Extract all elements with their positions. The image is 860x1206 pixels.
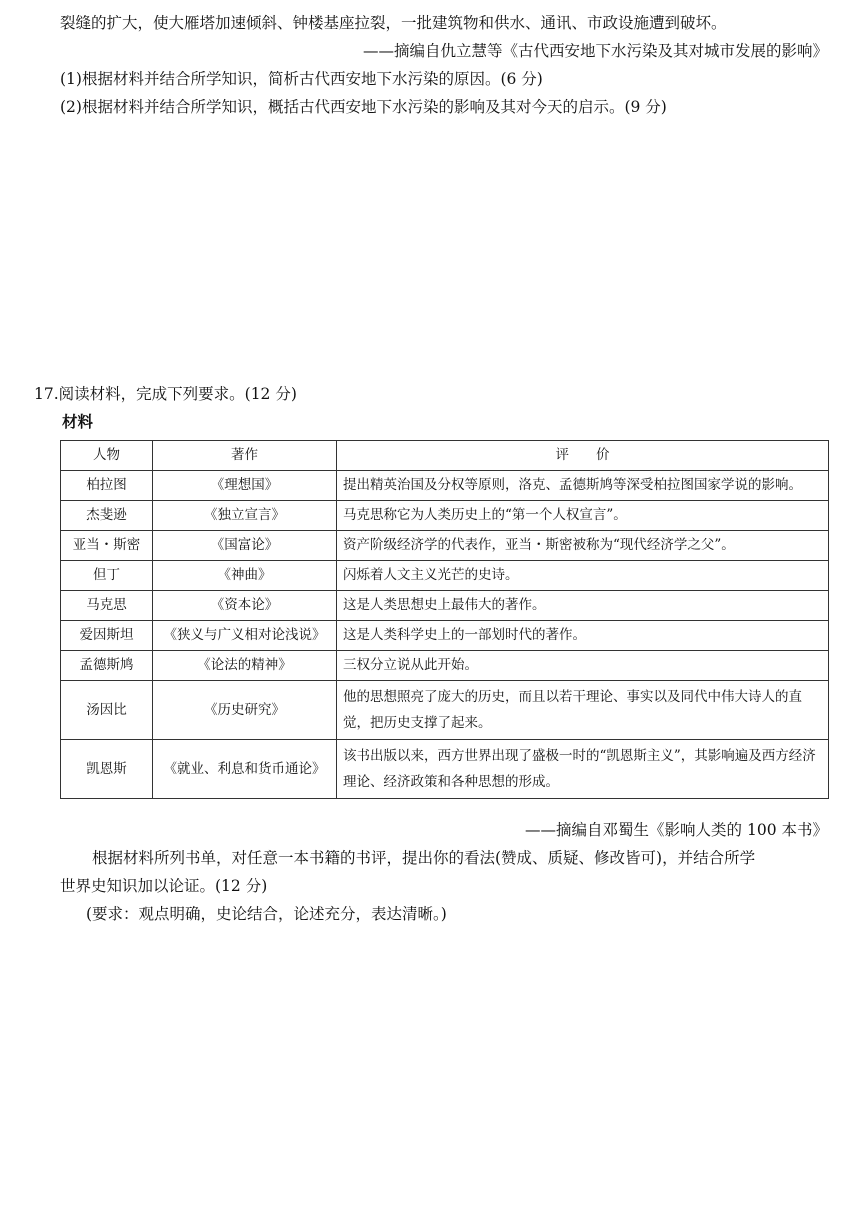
question-17-title: 17.阅读材料，完成下列要求。(12 分): [34, 385, 297, 403]
material-label: 材料: [62, 412, 94, 431]
work-cell: 《国富论》: [153, 531, 337, 561]
table-row: [61, 471, 829, 501]
review-cell: 该书出版以来，西方世界出现了盛极一时的“凯恩斯主义”，其影响遍及西方经济理论、经济政策和各种思想的形成。: [337, 740, 829, 799]
person-cell: 爱因斯坦: [61, 621, 153, 651]
person-cell: 柏拉图: [61, 471, 153, 501]
table-row: [61, 681, 829, 740]
review-cell: 提出精英治国及分权等原则，洛克、孟德斯鸠等深受柏拉图国家学说的影响。: [337, 471, 829, 501]
work-cell: 《神曲》: [153, 561, 337, 591]
review-cell: 三权分立说从此开始。: [337, 651, 829, 681]
prompt-line-2: 世界史知识加以论证。(12 分): [60, 877, 268, 895]
table-header-row: [61, 441, 829, 471]
table-row: [61, 651, 829, 681]
header-person: 人物: [61, 441, 153, 471]
person-cell: 杰斐逊: [61, 501, 153, 531]
work-cell: 《狭义与广义相对论浅说》: [153, 621, 337, 651]
work-cell: 《历史研究》: [153, 681, 337, 740]
passage-line: 裂缝的扩大，使大雁塔加速倾斜、钟楼基座拉裂，一批建筑物和供水、通讯、市政设施遭到破坏。: [60, 14, 727, 32]
work-cell: 《就业、利息和货币通论》: [153, 740, 337, 799]
table-row: [61, 740, 829, 799]
table-row: [61, 501, 829, 531]
header-work: 著作: [153, 441, 337, 471]
person-cell: 马克思: [61, 591, 153, 621]
work-cell: 《理想国》: [153, 471, 337, 501]
header-review: 评 价: [337, 441, 829, 471]
table-row: [61, 531, 829, 561]
work-cell: 《独立宣言》: [153, 501, 337, 531]
review-cell: 他的思想照亮了庞大的历史，而且以若干理论、事实以及同代中伟大诗人的直觉，把历史支撑了起来。: [337, 681, 829, 740]
table-row: [61, 591, 829, 621]
review-cell: 这是人类科学史上的一部划时代的著作。: [337, 621, 829, 651]
review-cell: 这是人类思想史上最伟大的著作。: [337, 591, 829, 621]
review-cell: 资产阶级经济学的代表作，亚当・斯密被称为“现代经济学之父”。: [337, 531, 829, 561]
person-cell: 汤因比: [61, 681, 153, 740]
person-cell: 凯恩斯: [61, 740, 153, 799]
table-row: [61, 561, 829, 591]
question-16-1: (1)根据材料并结合所学知识，简析古代西安地下水污染的原因。(6 分): [60, 70, 543, 88]
work-cell: 《论法的精神》: [153, 651, 337, 681]
person-cell: 亚当・斯密: [61, 531, 153, 561]
passage-source: ——摘编自仇立慧等《古代西安地下水污染及其对城市发展的影响》: [362, 42, 828, 60]
prompt-line-1: 根据材料所列书单，对任意一本书籍的书评，提出你的看法(赞成、质疑、修改皆可)，并结合所学: [92, 849, 756, 867]
requirement-text: (要求：观点明确，史论结合，论述充分，表达清晰。): [86, 905, 447, 923]
question-16-2: (2)根据材料并结合所学知识，概括古代西安地下水污染的影响及其对今天的启示。(9 分): [60, 98, 667, 116]
table-row: [61, 621, 829, 651]
review-cell: 马克思称它为人类历史上的“第一个人权宣言”。: [337, 501, 829, 531]
person-cell: 但丁: [61, 561, 153, 591]
work-cell: 《资本论》: [153, 591, 337, 621]
table-source: ——摘编自邓蜀生《影响人类的 100 本书》: [525, 821, 828, 839]
books-table: [60, 440, 829, 799]
person-cell: 孟德斯鸠: [61, 651, 153, 681]
review-cell: 闪烁着人文主义光芒的史诗。: [337, 561, 829, 591]
